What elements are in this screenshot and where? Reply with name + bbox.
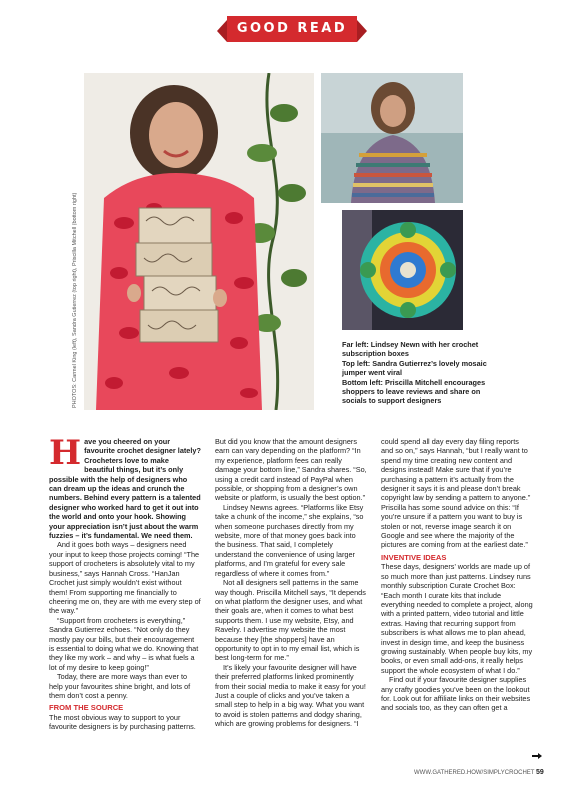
body-paragraph: These days, designers’ worlds are made up of so much more than just patterns. Lindsey runs monthly subscription Curate Crochet Box: “Each month I curate kits that include everything needed to complete a project, along with a printed pattern, video tutorial and little extras. Having that recurring support from subscribers is what allows me to plan ahead, invest in design time, and keep the business growing sustainably. When people buy kits, my books, or even small add-ons, it really helps support the whole ecosystem of what I do.” — [381, 562, 533, 675]
caption-top-left: Top left: Sandra Gutierrez’s lovely mosaic jumper went viral — [342, 358, 487, 378]
intro-paragraph — [49, 433, 201, 541]
page-number: 59 — [536, 769, 544, 776]
body-paragraph: could spend all day every day filing reports and so on,” says Hannah, “but I really want to spend my time creating new content and designs instead! Make sure that if you’re purchasing a pattern it’s actually from the designer it says it is and please don’t break copyright law by sending a pattern to anyone.” Priscilla has some sound advice on this: “If you’re unsure if a pattern you want to buy is stolen or not, reverse image search it on Google and see where the majority of the pictures are coming from at the earliest date.” — [381, 437, 531, 550]
body-paragraph: It’s likely your favourite designer will have their preferred platforms linked prominently from their social media to make it easy for you! Just a couple of clicks and you’ve taken a small step to help in a big way. What you want to avoid is stolen patterns and dodgy sharing, which are growing problems for designers. “I — [215, 662, 366, 729]
body-paragraph: “Support from crocheters is everything,” Sandra Gutierrez echoes. “Not only do they mostly pay our bills, but their encouragement is essential to doing what we do. Knowing that they like my work – and why – is what fuels a lot of my desire to keep going!” — [49, 615, 199, 672]
body-paragraph: Today, there are more ways than ever to help your favourites shine bright, and lots of them don’t cost a penny. — [49, 672, 191, 700]
photo-sandra-gutierrez — [321, 73, 463, 203]
subheading-from-the-source: FROM THE SOURCE — [49, 703, 124, 713]
body-paragraph: But did you know that the amount designers earn can vary depending on the platform? “In my experience, platform fees can really damage your bottom line,” Sandra shares. “So, using a credit card instead of PayPal when possible, or shopping from a designer’s own website or platform, is usually the best option.” — [215, 437, 367, 503]
body-paragraph: Not all designers sell patterns in the same way though. Priscilla Mitchell says, “It depends on what platform the designer uses, and what their goals are, when it comes to what best supports them. I use my website, Etsy, and Ravelry. I advertise my website the most because they [the shoppers] have an opportunity to opt in to my email list, which is best long-term for me.” — [215, 578, 366, 663]
article-column-2 — [215, 437, 367, 729]
photo-priscilla-mitchell-illustration — [342, 210, 463, 330]
banner-ribbon — [227, 16, 357, 42]
banner-label: GOOD READ — [236, 21, 348, 36]
section-banner — [0, 16, 566, 44]
photo-lindsey-newn-illustration — [84, 73, 314, 410]
intro-lead: ave you cheered on your favourite crochet designer lately? Crocheters love to make beautiful things, but it’s only possible with the help of designers who can dream up the ideas and crunch the numbers. Behind every pattern is a talented designer who worked hard to get it out into the world and onto your hook. Showing your appreciation isn’t just about the warm fuzzies – it’s fundamental. We need them. — [49, 437, 201, 541]
body-paragraph: And it goes both ways – designers need your input to keep those projects coming! “The support of crocheters is absolutely vital to my business,” says Hannah Cross. “HanJan Crochet just simply wouldn’t exist without them! From supporting me financially to cheering me on, they are with me every step of the way.” — [49, 540, 201, 616]
body-paragraph: Find out if your favourite designer supplies any crafty goodies you’ve been on the lookout for. Look out for affiliate links on their websites and socials too, as they can often get a — [381, 675, 531, 713]
footer-url: WWW.GATHERED.HOW/SIMPLYCROCHET — [414, 770, 535, 776]
photo-sandra-gutierrez-illustration — [321, 73, 463, 203]
body-paragraph: The most obvious way to support to your favourite designers is by purchasing patterns. — [49, 712, 196, 732]
continue-arrow-icon — [532, 753, 542, 759]
photo-credit: PHOTOS: Carmel King (left), Sandra Gutierrez (top right), Priscilla Mitchell (bottom right) — [72, 192, 78, 408]
article-column-3 — [381, 437, 533, 713]
photo-lindsey-newn — [84, 73, 314, 410]
caption-bottom-left: Bottom left: Priscilla Mitchell encourages shoppers to leave reviews and share on socials to support designers — [342, 377, 486, 406]
article-column-1 — [49, 433, 201, 732]
subheading-inventive-ideas: INVENTIVE IDEAS — [381, 552, 447, 562]
drop-cap: H — [49, 433, 82, 473]
page-footer — [414, 769, 544, 776]
caption-far-left: Far left: Lindsey Newn with her crochet subscription boxes — [342, 340, 479, 359]
photo-caption — [342, 340, 492, 406]
photo-priscilla-mitchell — [342, 210, 463, 330]
body-paragraph: Lindsey Newns agrees. “Platforms like Etsy take a chunk of the income,” she explains, “so when someone purchases directly from my website, more of that money goes back into the business. That said, I completely understand the convenience of using larger platforms, and I’m grateful for every sale regardless of where it comes from.” — [215, 502, 364, 578]
